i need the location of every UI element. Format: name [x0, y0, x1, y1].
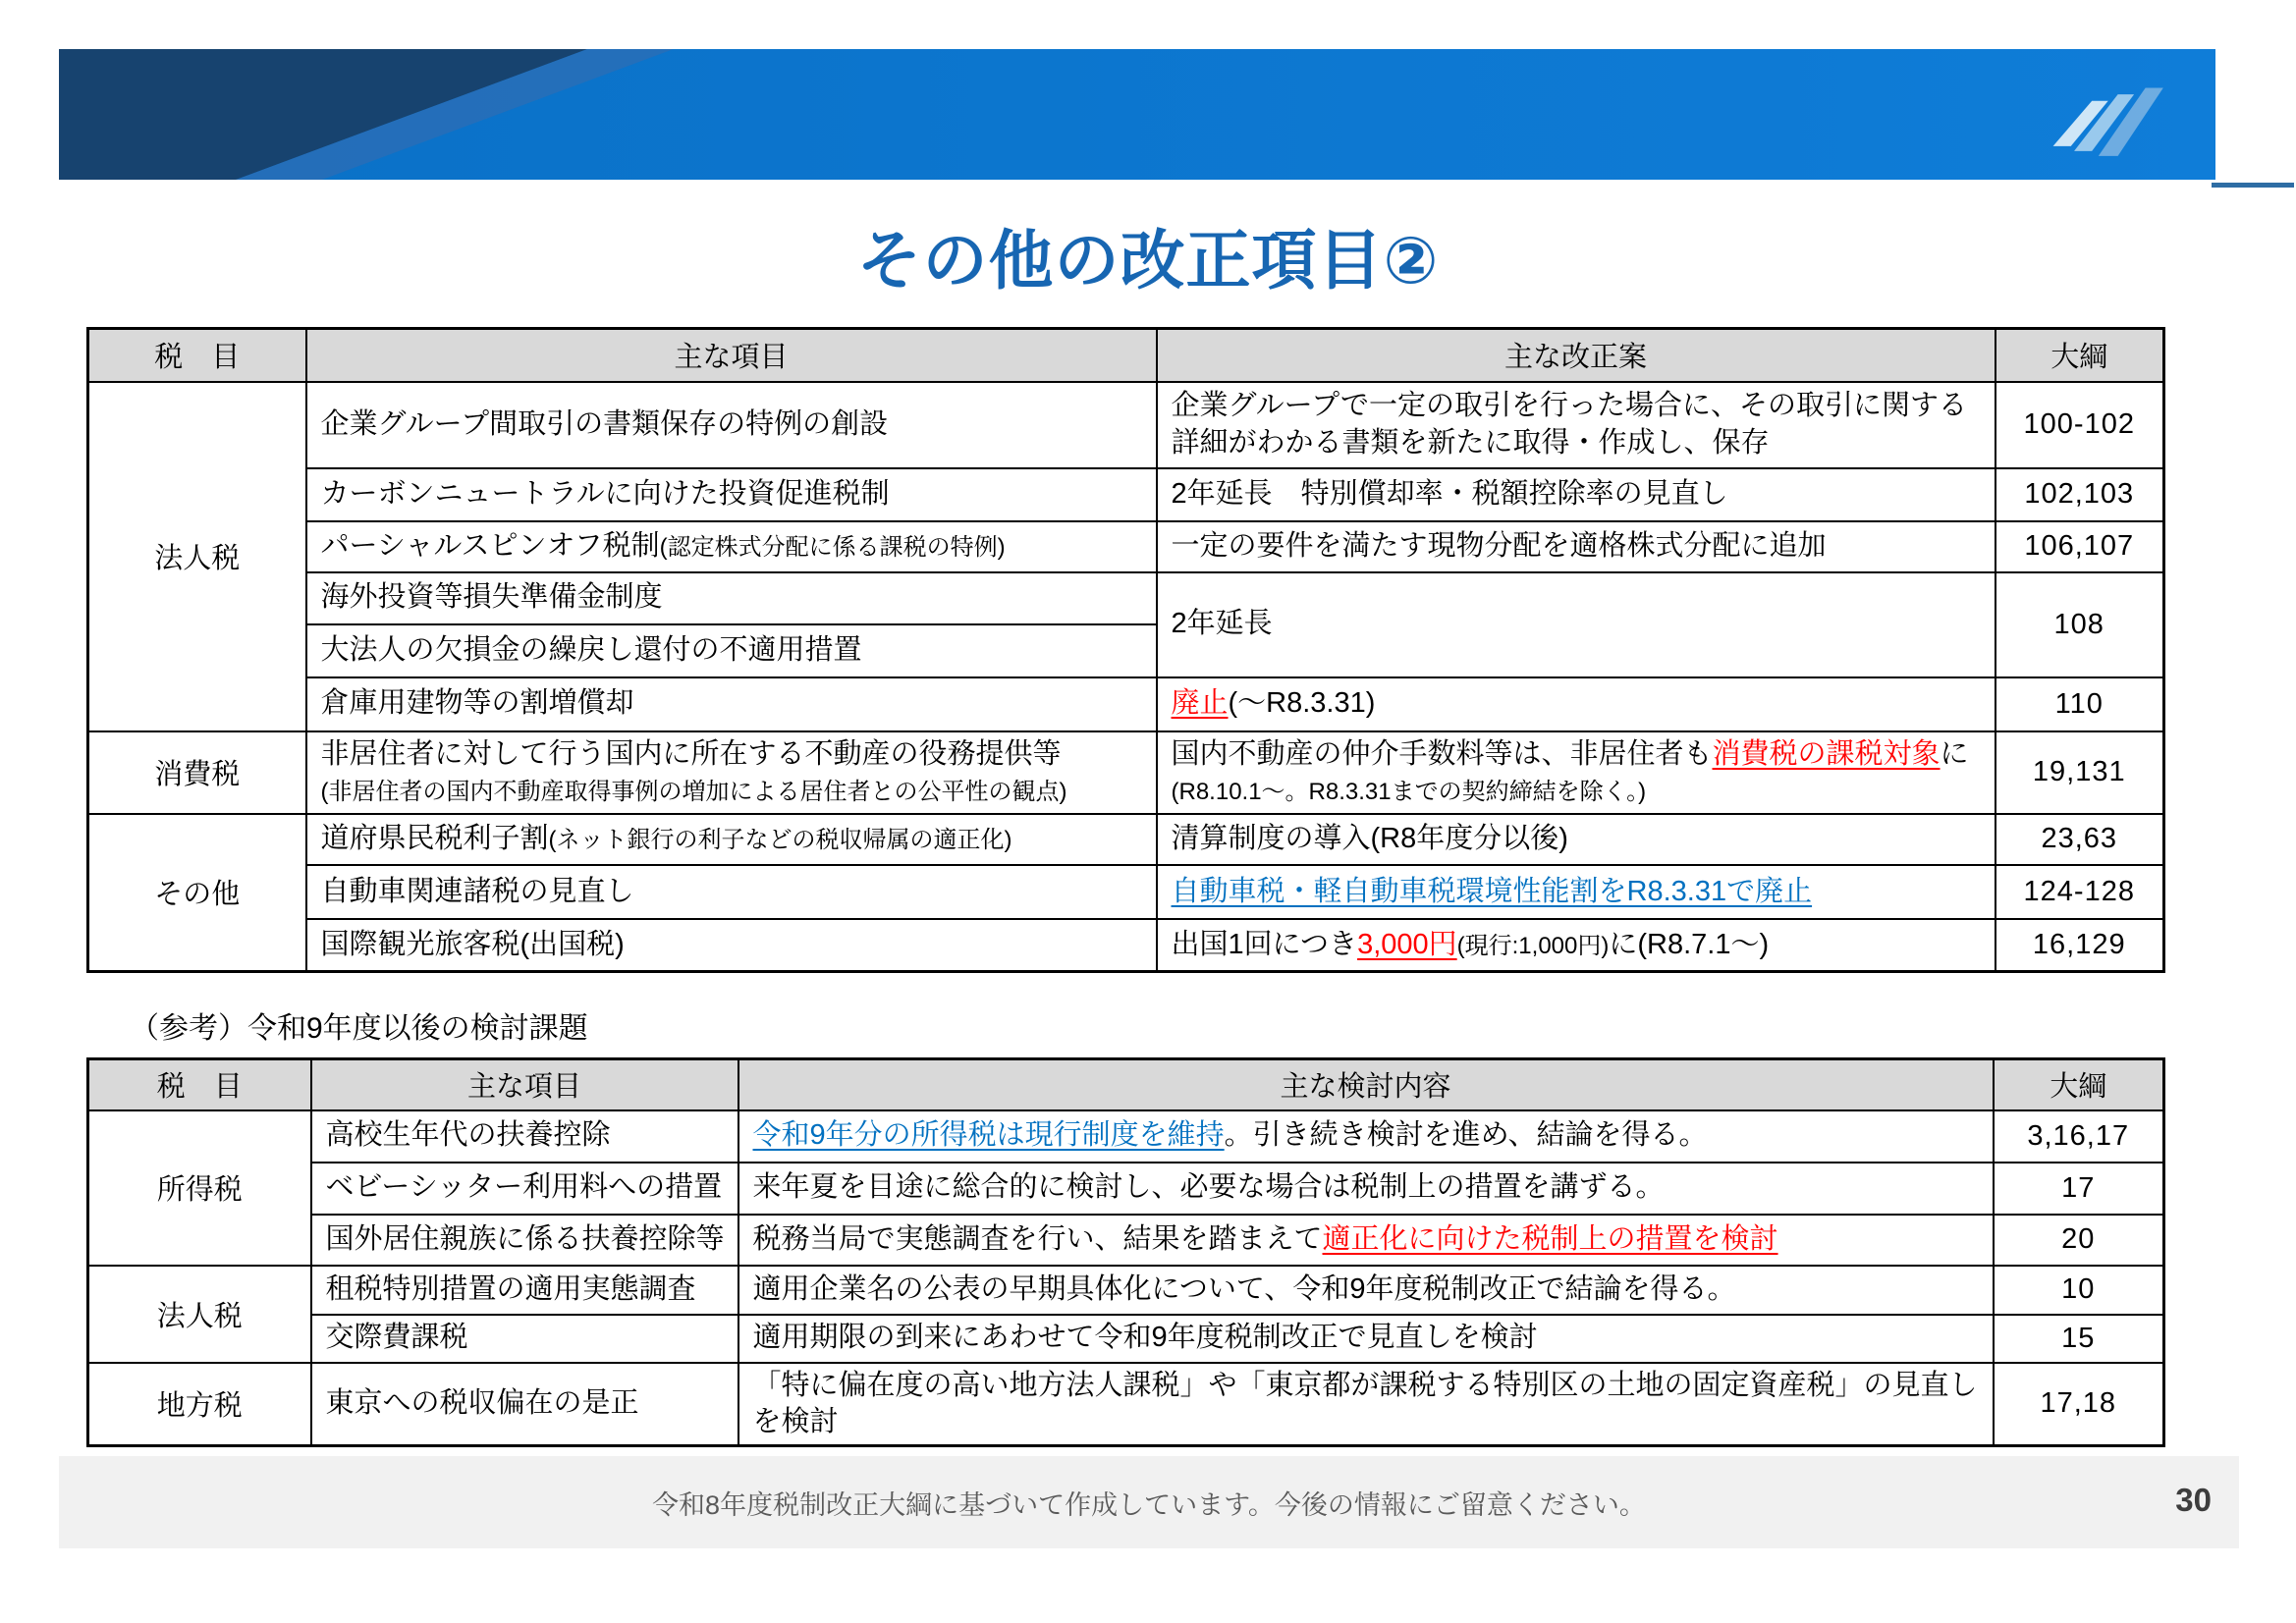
- tax-group-cell: 地方税: [88, 1363, 311, 1446]
- item-cell: [311, 1315, 738, 1363]
- item-cell: [306, 731, 1157, 814]
- text-segment: 租税特別措置の適用実態調査: [325, 1272, 696, 1305]
- text-segment: 適正化に向けた税制上の措置を検討: [1322, 1222, 1778, 1255]
- proposal-cell: [1157, 521, 1995, 572]
- review-topics-table: [86, 1057, 2165, 1447]
- text-segment: (R8.10.1～。R8.3.31までの契約締結を除く。): [1171, 778, 1647, 805]
- text-segment: 高校生年代の扶養控除: [325, 1119, 611, 1152]
- section-caption: （参考）令和9年度以後の検討課題: [130, 1012, 588, 1045]
- text-segment: 海外投資等損失準備金制度: [320, 581, 663, 614]
- table-row: [88, 1266, 2164, 1315]
- gist-cell: 110: [1995, 677, 2164, 731]
- text-segment: 自動車税・軽自動車税環境性能割をR8.3.31で廃止: [1171, 875, 1813, 907]
- text-segment: 倉庫用建物等の割増償却: [320, 687, 634, 720]
- text-segment: に(R8.7.1～): [1609, 928, 1770, 960]
- column-header-tax: 税 目: [88, 1059, 311, 1110]
- page-number: 30: [2175, 1482, 2212, 1518]
- text-segment: に: [1940, 737, 1969, 770]
- tax-group-cell: 所得税: [88, 1110, 311, 1266]
- page-title: その他の改正項目②: [856, 224, 1440, 297]
- gist-cell: 19,131: [1995, 731, 2164, 814]
- item-cell: [306, 382, 1157, 468]
- column-header-item: 主な項目: [306, 329, 1157, 382]
- proposal-cell: [1157, 919, 1995, 972]
- table-row: [88, 521, 2164, 572]
- proposal-cell: [1157, 382, 1995, 468]
- text-segment: 消費税の課税対象: [1712, 737, 1941, 770]
- item-cell: [306, 814, 1157, 865]
- item-cell: [306, 624, 1157, 677]
- text-segment: 交際費課税: [325, 1322, 468, 1354]
- gist-cell: 3,16,17: [1994, 1110, 2164, 1163]
- banner-accent-line: [2212, 183, 2294, 188]
- item-cell: [306, 468, 1157, 521]
- text-segment: 国外居住親族に係る扶養控除等: [325, 1222, 725, 1255]
- logo-ribbons-icon: [2047, 77, 2176, 169]
- table-row: [88, 731, 2164, 814]
- item-cell: [306, 677, 1157, 731]
- gist-cell: 10: [1994, 1266, 2164, 1315]
- text-segment: 企業グループ間取引の書類保存の特例の創設: [320, 407, 889, 440]
- text-segment: 令和9年分の所得税は現行制度を維持: [752, 1119, 1225, 1152]
- gist-cell: 124-128: [1995, 865, 2164, 919]
- column-header-item: 主な項目: [311, 1059, 738, 1110]
- gist-cell: 108: [1995, 572, 2164, 677]
- text-segment: 非居住者に対して行う国内に所在する不動産の役務提供等: [320, 737, 1062, 770]
- content-cell: [738, 1363, 1994, 1446]
- text-segment: 適用期限の到来にあわせて令和9年度税制改正で見直しを検討: [752, 1322, 1538, 1354]
- text-segment: 東京への税収偏在の是正: [325, 1387, 639, 1420]
- gist-cell: 15: [1994, 1315, 2164, 1363]
- table-row: [88, 1363, 2164, 1446]
- text-segment: カーボンニュートラルに向けた投資促進税制: [320, 477, 890, 510]
- tax-group-cell: 消費税: [88, 731, 306, 814]
- proposal-cell: [1157, 677, 1995, 731]
- content-cell: [738, 1215, 1994, 1266]
- table-row: [88, 382, 2164, 468]
- main-reform-table: [86, 327, 2165, 973]
- header-banner: [59, 49, 2215, 180]
- text-segment: (ネット銀行の利子などの税収帰属の適正化): [548, 827, 1012, 854]
- table-row: [88, 677, 2164, 731]
- content-cell: [738, 1163, 1994, 1215]
- column-header-tax: 税 目: [88, 329, 306, 382]
- content-cell: [738, 1110, 1994, 1163]
- gist-cell: 17,18: [1994, 1363, 2164, 1446]
- table-row: [88, 1315, 2164, 1363]
- text-segment: 国際観光旅客税(出国税): [320, 928, 625, 960]
- item-cell: [306, 572, 1157, 624]
- item-cell: [306, 521, 1157, 572]
- gist-cell: 20: [1994, 1215, 2164, 1266]
- gist-cell: 17: [1994, 1163, 2164, 1215]
- text-segment: 廃止: [1171, 687, 1229, 720]
- text-segment: 「特に偏在度の高い地方法人課税」や「東京都が課税する特別区の土地の固定資産税」の見直しを検討: [752, 1369, 1978, 1437]
- text-segment: 国内不動産の仲介手数料等は、非居住者も: [1171, 737, 1713, 770]
- text-segment: (現行:1,000円): [1456, 932, 1610, 959]
- proposal-cell: [1157, 814, 1995, 865]
- text-segment: 道府県民税利子割: [320, 823, 549, 855]
- table-row: [88, 1215, 2164, 1266]
- text-segment: 大法人の欠損金の繰戻し還付の不適用措置: [320, 633, 862, 666]
- text-segment: (～R8.3.31): [1228, 687, 1376, 720]
- item-cell: [306, 865, 1157, 919]
- column-header-content: 主な検討内容: [738, 1059, 1994, 1110]
- item-cell: [311, 1215, 738, 1266]
- item-cell: [311, 1163, 738, 1215]
- text-segment: 。引き続き検討を進め、結論を得る。: [1224, 1119, 1708, 1152]
- text-segment: 3,000円: [1357, 928, 1457, 960]
- gist-cell: 102,103: [1995, 468, 2164, 521]
- proposal-cell: [1157, 468, 1995, 521]
- text-segment: (非居住者の国内不動産取得事例の増加による居住者との公平性の観点): [320, 778, 1067, 805]
- text-segment: 2年延長 特別償却率・税額控除率の見直し: [1171, 477, 1728, 510]
- text-segment: ベビーシッター利用料への措置: [325, 1171, 723, 1204]
- item-cell: [311, 1363, 738, 1446]
- table-row: [88, 468, 2164, 521]
- proposal-cell: [1157, 865, 1995, 919]
- gist-cell: 100-102: [1995, 382, 2164, 468]
- text-segment: 清算制度の導入(R8年度分以後): [1171, 823, 1568, 855]
- text-segment: 来年夏を目途に総合的に検討し、必要な場合は税制上の措置を講ずる。: [752, 1171, 1665, 1204]
- item-cell: [311, 1110, 738, 1163]
- gist-cell: 106,107: [1995, 521, 2164, 572]
- table-row: [88, 865, 2164, 919]
- tax-group-cell: 法人税: [88, 1266, 311, 1363]
- banner-dark-shape: [59, 49, 2215, 180]
- proposal-cell: [1157, 572, 1995, 677]
- tax-group-cell: その他: [88, 814, 306, 972]
- text-segment: 2年延長: [1171, 608, 1273, 640]
- column-header-proposal: 主な改正案: [1157, 329, 1995, 382]
- text-segment: 適用企業名の公表の早期具体化について、令和9年度税制改正で結論を得る。: [752, 1272, 1736, 1305]
- column-header-gist: 大綱: [1995, 329, 2164, 382]
- item-cell: [311, 1266, 738, 1315]
- gist-cell: 16,129: [1995, 919, 2164, 972]
- text-segment: 自動車関連諸税の見直し: [320, 875, 634, 907]
- text-segment: 出国1回につき: [1171, 928, 1358, 960]
- text-segment: (認定株式分配に係る課税の特例): [659, 533, 1006, 561]
- proposal-cell: [1157, 731, 1995, 814]
- text-segment: パーシャルスピンオフ税制: [320, 529, 660, 562]
- table-row: [88, 572, 2164, 624]
- footer-note: 令和8年度税制改正大綱に基づいて作成しています。今後の情報にご留意ください。: [652, 1489, 1646, 1520]
- text-segment: 企業グループで一定の取引を行った場合に、その取引に関する詳細がわかる書類を新たに取得・作成し、保存: [1171, 390, 1968, 459]
- tax-group-cell: 法人税: [88, 382, 306, 731]
- gist-cell: 23,63: [1995, 814, 2164, 865]
- text-segment: 一定の要件を満たす現物分配を適格株式分配に追加: [1171, 529, 1827, 562]
- content-cell: [738, 1266, 1994, 1315]
- column-header-gist: 大綱: [1994, 1059, 2164, 1110]
- table-row: [88, 1163, 2164, 1215]
- footer-bar: [59, 1456, 2239, 1548]
- content-cell: [738, 1315, 1994, 1363]
- table-row: [88, 1110, 2164, 1163]
- item-cell: [306, 919, 1157, 972]
- text-segment: 税務当局で実態調査を行い、結果を踏まえて: [752, 1222, 1323, 1255]
- table-row: [88, 814, 2164, 865]
- table-row: [88, 919, 2164, 972]
